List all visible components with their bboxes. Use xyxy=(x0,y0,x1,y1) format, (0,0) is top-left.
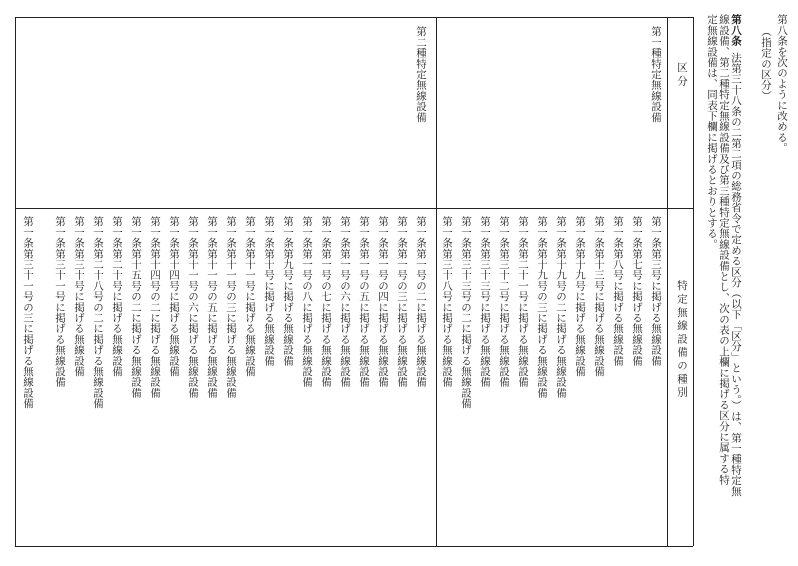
list-item: 第一条第十号に掲げる無線設備 xyxy=(263,216,275,366)
article-body-line-2: 線設備、第二種特定無線設備及び第三種特定無線設備とし、次の表の上欄に掲げる区分に属する特 xyxy=(718,14,730,485)
list-item: 第一条第七号に掲げる無線設備 xyxy=(631,216,643,366)
list-item: 第一条第十九号の二に掲げる無線設備 xyxy=(555,216,567,398)
article-body-line-3: 定無線設備は、同表下欄に掲げるとおりとする。 xyxy=(706,14,718,250)
list-item: 第一条第十四号の二に掲げる無線設備 xyxy=(149,216,161,398)
table-header-divider xyxy=(15,208,693,209)
list-item: 第一条第三十三号に掲げる無線設備 xyxy=(479,216,491,388)
list-item: 第一条第十一号の六に掲げる無線設備 xyxy=(187,216,199,398)
table-header-class: 区分 xyxy=(676,62,688,89)
amendment-intro: 第八条を次のように改める。 xyxy=(776,14,788,154)
list-item: 第一条第一号の四に掲げる無線設備 xyxy=(377,216,389,388)
list-item: 第一条第三十二号に掲げる無線設備 xyxy=(498,216,510,388)
article-caption: （指定の区分） xyxy=(760,26,772,101)
article-body-line-1 xyxy=(730,14,742,496)
table-border-bottom xyxy=(15,546,693,547)
list-item: 第一条第一号の七に掲げる無線設備 xyxy=(320,216,332,388)
list-item: 第一条第三十一号の三に掲げる無線設備 xyxy=(22,216,34,409)
list-item: 第一条第十五号の二に掲げる無線設備 xyxy=(130,216,142,398)
table-row-divider xyxy=(436,17,437,546)
list-item: 第一条第一号の三に掲げる無線設備 xyxy=(396,216,408,388)
list-item: 第一条第二十一号に掲げる無線設備 xyxy=(517,216,529,388)
list-item: 第一条第十九号の三に掲げる無線設備 xyxy=(536,216,548,398)
list-item: 第一条第一号の五に掲げる無線設備 xyxy=(358,216,370,388)
list-item: 第一条第三十一号に掲げる無線設備 xyxy=(54,216,66,388)
table-border-right xyxy=(693,17,694,546)
list-item: 第一条第三十号に掲げる無線設備 xyxy=(73,216,85,377)
list-item: 第一条第十一号の五に掲げる無線設備 xyxy=(206,216,218,398)
list-item: 第一条第十九号に掲げる無線設備 xyxy=(574,216,586,377)
list-item: 第一条第一号の二に掲げる無線設備 xyxy=(415,216,427,388)
list-item: 第一条第十四号に掲げる無線設備 xyxy=(168,216,180,377)
list-item: 第一条第三十八号に掲げる無線設備 xyxy=(441,216,453,388)
list-item: 第一条第十三号に掲げる無線設備 xyxy=(593,216,605,377)
list-item: 第一条第一号の八に掲げる無線設備 xyxy=(301,216,313,388)
article-body-text-1: 法第三十八条の二第二項の総務省令で定める区分（以下「区分」という。）は、第一種特定無 xyxy=(730,52,742,497)
table-border-left xyxy=(15,17,16,546)
table-header-kind: 特定無線設備の種別 xyxy=(676,280,688,400)
list-item: 第一条第九号に掲げる無線設備 xyxy=(282,216,294,366)
list-item: 第一条第三号に掲げる無線設備 xyxy=(650,216,662,366)
list-item: 第一条第十一号の三に掲げる無線設備 xyxy=(225,216,237,398)
table-border-top xyxy=(15,17,693,18)
table-column-divider xyxy=(667,17,668,546)
category-type-2: 第二種特定無線設備 xyxy=(415,26,427,123)
category-type-1: 第一種特定無線設備 xyxy=(650,26,662,123)
article-label: 第八条 xyxy=(730,14,742,47)
list-item: 第一条第三十三号の二に掲げる無線設備 xyxy=(460,216,472,409)
list-item: 第一条第一号の六に掲げる無線設備 xyxy=(339,216,351,388)
list-item: 第一条第十一号に掲げる無線設備 xyxy=(244,216,256,377)
list-item: 第一条第二十八号の二に掲げる無線設備 xyxy=(92,216,104,409)
list-item: 第一条第二十号に掲げる無線設備 xyxy=(111,216,123,377)
list-item: 第一条第八号に掲げる無線設備 xyxy=(612,216,624,366)
